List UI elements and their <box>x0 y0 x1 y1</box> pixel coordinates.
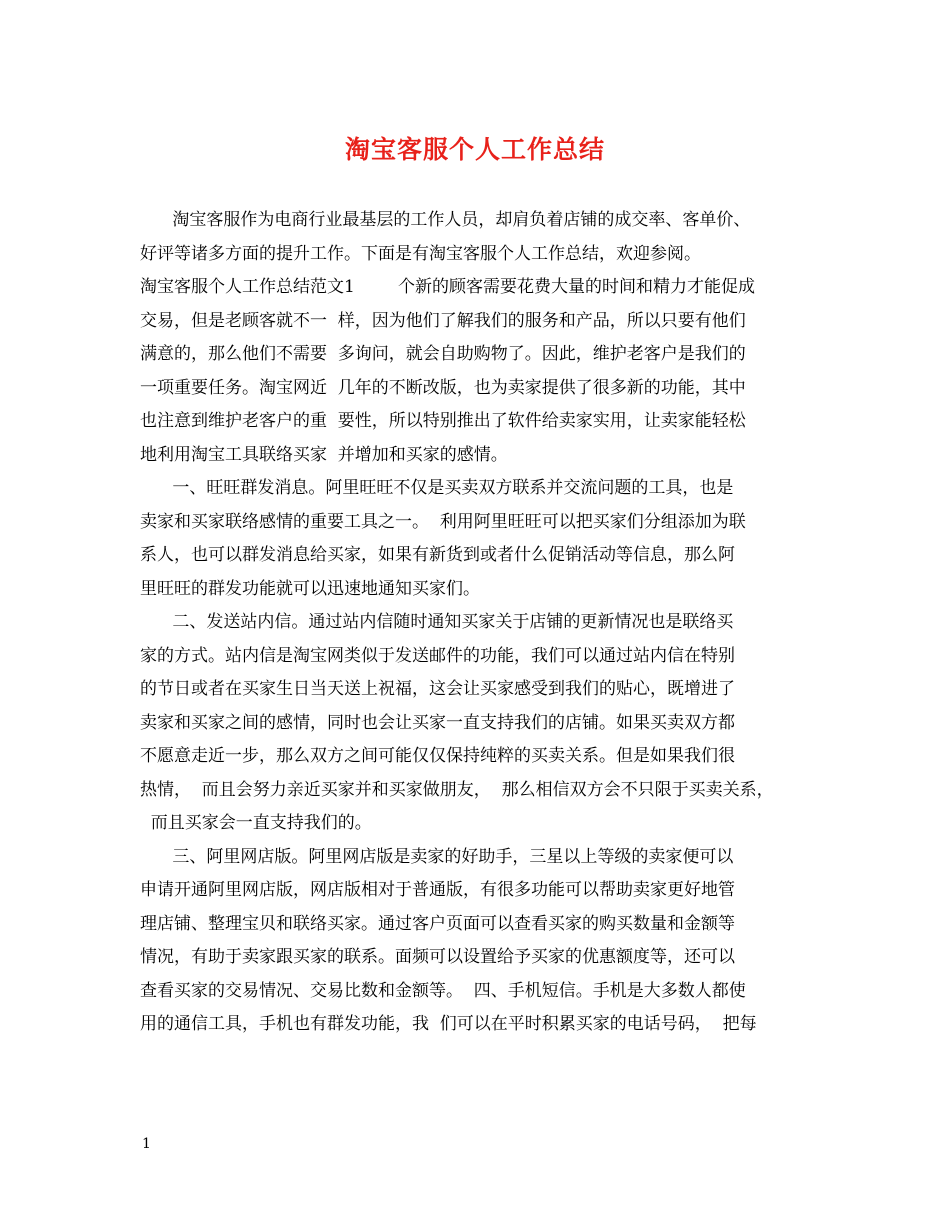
body-line: 卖家和买家联络感情的重要工具之一。 利用阿里旺旺可以把买家们分组添加为联 <box>140 511 746 532</box>
body-line: 交易，但是老顾客就不一 样，因为他们了解我们的服务和产品，所以只要有他们 <box>140 310 746 331</box>
body-line: 申请开通阿里网店版，网店版相对于普通版，有很多功能可以帮助卖家更好地管 <box>140 880 735 900</box>
document-title: 淘宝客服个人工作总结 <box>344 135 605 164</box>
body-line: 好评等诸多方面的提升工作。下面是有淘宝客服个人工作总结，欢迎参阅。 <box>140 243 701 264</box>
body-line: 里旺旺的群发功能就可以迅速地通知买家们。 <box>140 578 480 599</box>
body-line: 三、阿里网店版。阿里网店版是卖家的好助手，三星以上等级的卖家便可以 <box>140 846 734 867</box>
body-line: 用的通信工具，手机也有群发功能，我 们可以在平时积累买家的电话号码， 把每 <box>140 1014 757 1034</box>
body-line: 卖家和买家之间的感情，同时也会让买家一直支持我们的店铺。如果买卖双方都 <box>140 712 735 733</box>
body-line: 情况，有助于卖家跟买家的联系。面频可以设置给予买家的优惠额度等，还可以 <box>140 947 735 967</box>
body-line: 理店铺、整理宝贝和联络买家。通过客户页面可以查看买家的购买数量和金额等 <box>140 913 735 934</box>
body-line: 一项重要任务。淘宝网近 几年的不断改版，也为卖家提供了很多新的功能，其中 <box>140 377 746 398</box>
body-line: 热情， 而且会努力亲近买家并和买家做朋友， 那么相信双方会不只限于买卖关系， <box>140 779 774 800</box>
body-line: 淘宝客服个人工作总结范文1 个新的顾客需要花费大量的时间和精力才能促成 <box>140 277 756 297</box>
body-line: 地利用淘宝工具联络买家 并增加和买家的感情。 <box>140 444 508 465</box>
document-body <box>140 204 820 1042</box>
body-line: 家的方式。站内信是淘宝网类似于发送邮件的功能，我们可以通过站内信在特别 <box>140 645 735 666</box>
body-line: 满意的，那么他们不需要 多询问，就会自助购物了。因此，维护老客户是我们的 <box>140 344 746 364</box>
body-line: 也注意到维护老客户的重 要性，所以特别推出了软件给卖家实用，让卖家能轻松 <box>140 411 746 431</box>
body-line: 查看买家的交易情况、交易比数和金额等。 四、手机短信。手机是大多数人都使 <box>140 980 746 1001</box>
page-number: 1 <box>142 1136 151 1152</box>
body-line: 系人，也可以群发消息给买家，如果有新货到或者什么促销活动等信息，那么阿 <box>140 545 735 565</box>
body-line: 二、发送站内信。通过站内信随时通知买家关于店铺的更新情况也是联络买 <box>140 612 734 632</box>
body-line: 的节日或者在买家生日当天送上祝福，这会让买家感受到我们的贴心，既增进了 <box>140 679 735 699</box>
body-line: 不愿意走近一步，那么双方之间可能仅仅保持纯粹的买卖关系。但是如果我们很 <box>140 746 735 766</box>
body-line: 一、旺旺群发消息。阿里旺旺不仅是买卖双方联系并交流问题的工具，也是 <box>140 478 734 498</box>
body-line: 而且买家会一直支持我们的。 <box>140 813 372 833</box>
body-line: 淘宝客服作为电商行业最基层的工作人员，却肩负着店铺的成交率、客单价、 <box>140 210 751 230</box>
